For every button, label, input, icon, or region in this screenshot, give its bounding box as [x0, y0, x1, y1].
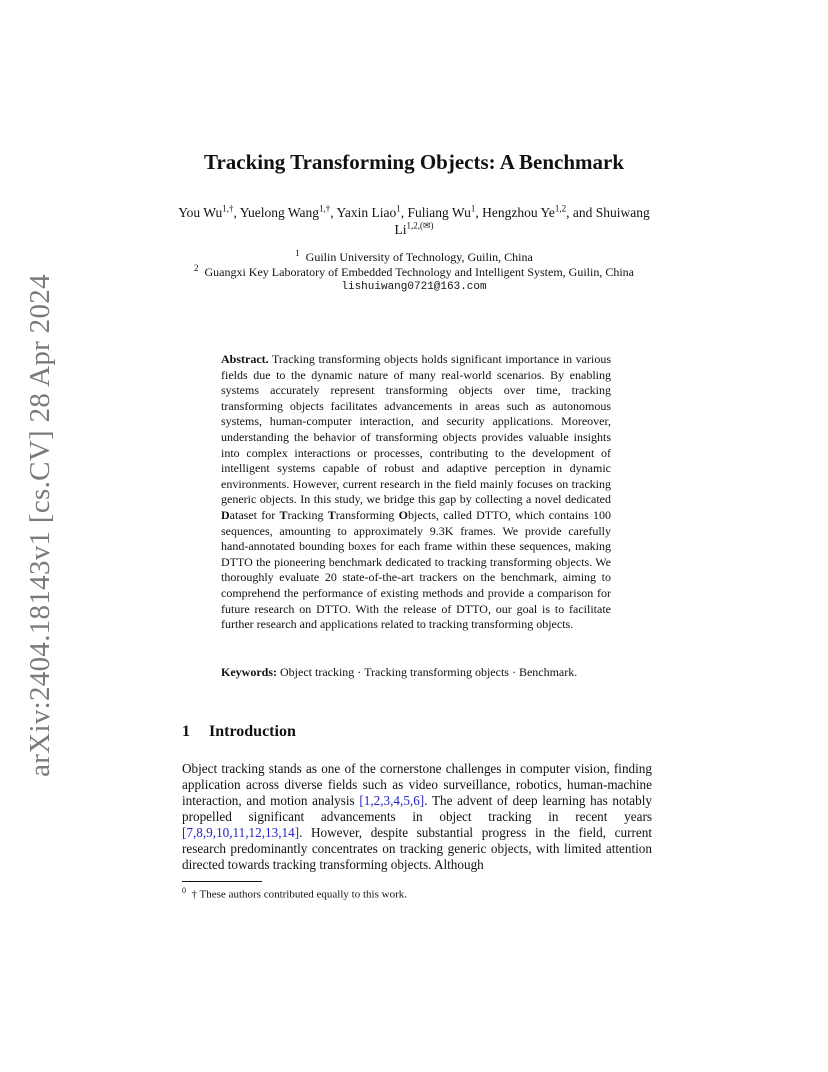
author-affiliation-mark: 1 — [470, 203, 476, 214]
footnote-text: † These authors contributed equally to this work. — [191, 888, 407, 901]
abstract-label: Abstract. — [221, 352, 269, 366]
author-name: Hengzhou Ye — [482, 205, 555, 220]
affiliations — [175, 250, 653, 295]
affiliation-text: Guilin University of Technology, Guilin, China — [305, 250, 533, 264]
footnote-divider — [182, 881, 262, 882]
footnote-mark: 0 — [182, 886, 186, 895]
abstract-text: ransforming — [335, 507, 399, 522]
citation-link[interactable]: [1,2,3,4,5,6] — [359, 793, 425, 808]
author-affiliation-mark: 1,† — [222, 203, 234, 214]
body-text: . The advent of deep learning has notably propelled significant advancements in object tracking in recent years — [182, 793, 652, 824]
arxiv-identifier: arXiv:2404.18143v1 [cs.CV] 28 Apr 2024 — [23, 273, 56, 777]
affiliation-number: 1 — [295, 248, 300, 258]
abstract — [221, 352, 611, 633]
contact-email[interactable]: lishuiwang0721@163.com — [341, 281, 487, 293]
paper-title: Tracking Transforming Objects: A Benchmark — [204, 150, 624, 174]
author-affiliation-mark: 1,2 — [554, 203, 567, 214]
acronym-letter: O — [398, 507, 408, 522]
arxiv-sidebar — [20, 273, 60, 777]
keywords-text: Object tracking · Tracking transforming objects · Benchmark. — [280, 665, 578, 679]
abstract-text: Tracking transforming objects holds significant importance in various fields due to the dynamic nature of many real-world scenarios. By enabling systems accurately represent transforming objects over time, tracking transforming objects facilitates advancements in areas such as autonomous systems, human-computer interaction, and security applications. Moreover, understanding the behavior of transforming objects provides valuable insights into complex interactions or processes, contributing to the development of intelligent systems capable of robust and adaptive perception in dynamic environments. However, current research in the field mainly focuses on tracking generic objects. In this study, we bridge this gap by collecting a novel dedicated — [221, 352, 611, 507]
author-name: Yuelong Wang — [239, 205, 320, 220]
acronym-letter: T — [327, 507, 336, 522]
author-name: You Wu — [178, 205, 223, 220]
body-text: Object tracking stands as one of the cornerstone challenges in computer vision, finding application across diverse fields such as video surveillance, robotics, human-machine interaction, and motion analysis — [182, 761, 652, 808]
affiliation-number: 2 — [193, 263, 199, 273]
author-affiliation-mark: 1,† — [319, 203, 331, 214]
keywords — [221, 665, 611, 681]
author-name: Shuiwang Li — [394, 205, 650, 237]
footnote — [182, 886, 407, 901]
author-name: Fuliang Wu — [407, 205, 471, 220]
affiliation-1 — [175, 250, 653, 265]
author-affiliation-mark: 1,2,(✉) — [406, 220, 434, 231]
abstract-text: racking — [287, 507, 328, 522]
author-list: You $Wu^{1,\dagger}$, Yuelong Wang$^{1,\dagger}$, Yaxin Liao$^1$, Fuliang Wu$^1$, Hengzhou Ye$^{1,2}$, and Shuiwang $Li^{1,2,(✉)}$ — [178, 203, 650, 237]
keywords-label: Keywords: — [221, 665, 277, 679]
section-number: 1 — [182, 723, 190, 740]
author-affiliation-mark: 1 — [396, 203, 401, 214]
author-conjunction: and — [572, 205, 593, 220]
body-text: . However, despite substantial progress in the field, current research predominantly concentrates on tracking generic objects, with limited attention directed towards tracking transforming objects. Although — [182, 825, 652, 872]
acronym-letter: D — [221, 507, 230, 522]
abstract-text: ataset for — [229, 507, 280, 522]
acronym-letter: T — [279, 507, 288, 522]
abstract-text: bjects, called DTTO, which contains 100 sequences, amounting to approximately 9.3K frames. We provide carefully hand-annotated bounding boxes for each frame within these sequences, making DTTO the pioneering benchmark dedicated to tracking transforming objects. We thoroughly evaluate 20 state-of-the-art trackers on the benchmark, aiming to comprehend the performance of existing methods and provide a comparison for future research on DTTO. With the release of DTTO, our goal is to facilitate further research and applications related to tracking transforming objects. — [221, 507, 611, 632]
section-heading — [182, 723, 296, 741]
affiliation-2 — [175, 265, 653, 280]
author-name: Yaxin Liao — [336, 205, 397, 220]
citation-link[interactable]: [7,8,9,10,11,12,13,14] — [182, 825, 300, 840]
affiliation-text: Guangxi Key Laboratory of Embedded Technology and Intelligent System, Guilin, China — [204, 265, 634, 279]
section-title: Introduction — [209, 723, 296, 740]
introduction-paragraph — [182, 761, 652, 873]
